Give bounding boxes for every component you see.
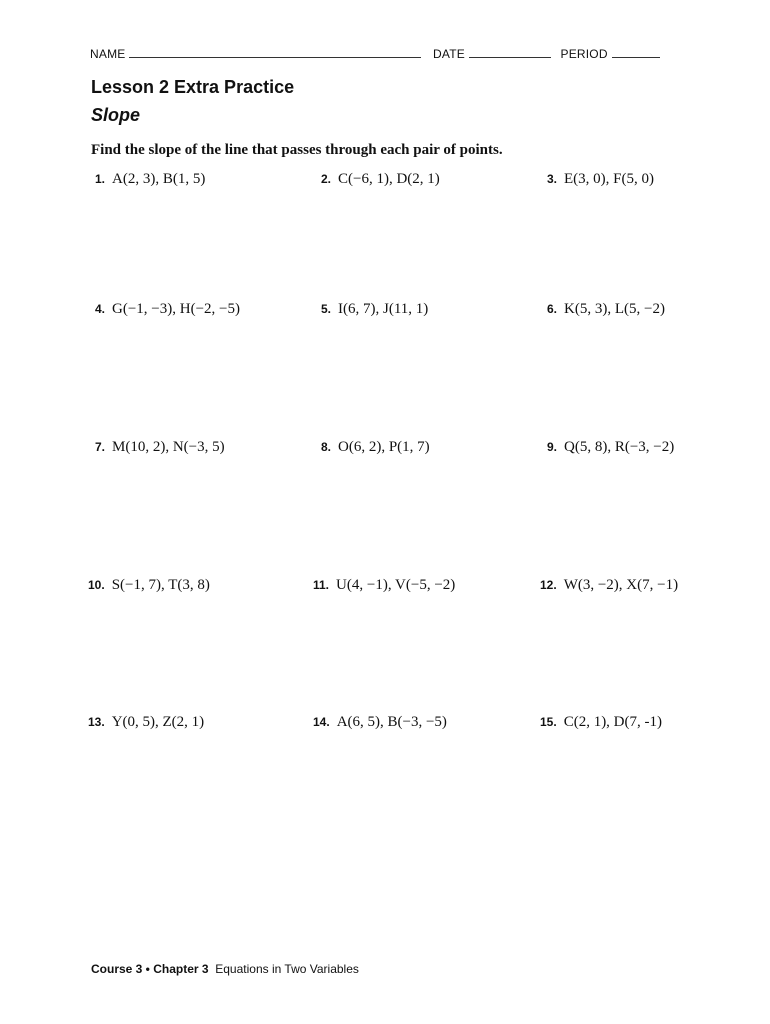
problem-number: 14. [313, 715, 330, 729]
name-blank[interactable] [129, 46, 421, 58]
problem-item [88, 576, 210, 594]
problem-number: 5. [321, 302, 332, 316]
problem-points: Q(5, 8), R(−3, −2) [564, 439, 675, 455]
problem-item [547, 170, 654, 188]
problem-points: G(−1, −3), H(−2, −5) [112, 301, 240, 317]
problem-points: S(−1, 7), T(3, 8) [111, 577, 210, 593]
problem-item [95, 438, 225, 456]
problem-number: 9. [547, 440, 558, 454]
problem-number: 10. [88, 578, 105, 592]
problem-item [547, 300, 665, 318]
problem-points: O(6, 2), P(1, 7) [338, 439, 430, 455]
problem-points: A(2, 3), B(1, 5) [112, 171, 206, 187]
problem-item [547, 438, 674, 456]
problem-item [95, 300, 240, 318]
problem-points: A(6, 5), B(−3, −5) [336, 714, 447, 730]
problem-number: 7. [95, 440, 106, 454]
problem-number: 1. [95, 172, 106, 186]
problem-item [321, 300, 428, 318]
problem-number: 6. [547, 302, 558, 316]
problem-points: C(−6, 1), D(2, 1) [338, 171, 440, 187]
page-subtitle: Slope [91, 105, 141, 125]
problem-item [313, 576, 455, 594]
problem-number: 15. [540, 715, 557, 729]
problem-points: W(3, −2), X(7, −1) [563, 577, 679, 593]
footer-course-chapter: Course 3 • Chapter 3 [91, 962, 209, 976]
problem-points: M(10, 2), N(−3, 5) [112, 439, 225, 455]
problem-points: Y(0, 5), Z(2, 1) [111, 714, 205, 730]
problem-number: 8. [321, 440, 332, 454]
problem-item [321, 170, 440, 188]
period-label: PERIOD [560, 47, 608, 61]
problem-item [321, 438, 430, 456]
date-blank[interactable] [469, 46, 551, 58]
footer-chapter-title: Equations in Two Variables [215, 962, 359, 976]
problem-points: C(2, 1), D(7, -1) [563, 714, 663, 730]
problem-points: E(3, 0), F(5, 0) [564, 171, 655, 187]
problem-item [540, 713, 662, 731]
problem-item [88, 713, 204, 731]
problem-item [313, 713, 447, 731]
period-blank[interactable] [612, 46, 660, 58]
problem-number: 4. [95, 302, 106, 316]
problem-number: 3. [547, 172, 558, 186]
problem-number: 12. [540, 578, 557, 592]
problem-number: 2. [321, 172, 332, 186]
date-label: DATE [433, 47, 465, 61]
problem-item [540, 576, 678, 594]
problem-number: 13. [88, 715, 105, 729]
problem-points: U(4, −1), V(−5, −2) [336, 577, 456, 593]
student-info-header [90, 46, 680, 61]
problem-points: I(6, 7), J(11, 1) [338, 301, 429, 317]
problem-points: K(5, 3), L(5, −2) [564, 301, 665, 317]
page-footer [91, 962, 359, 976]
problem-item [95, 170, 205, 188]
instructions: Find the slope of the line that passes through each pair of points. [91, 142, 503, 158]
page-title: Lesson 2 Extra Practice [91, 77, 295, 97]
name-label: NAME [90, 47, 126, 61]
problem-number: 11. [313, 578, 330, 592]
